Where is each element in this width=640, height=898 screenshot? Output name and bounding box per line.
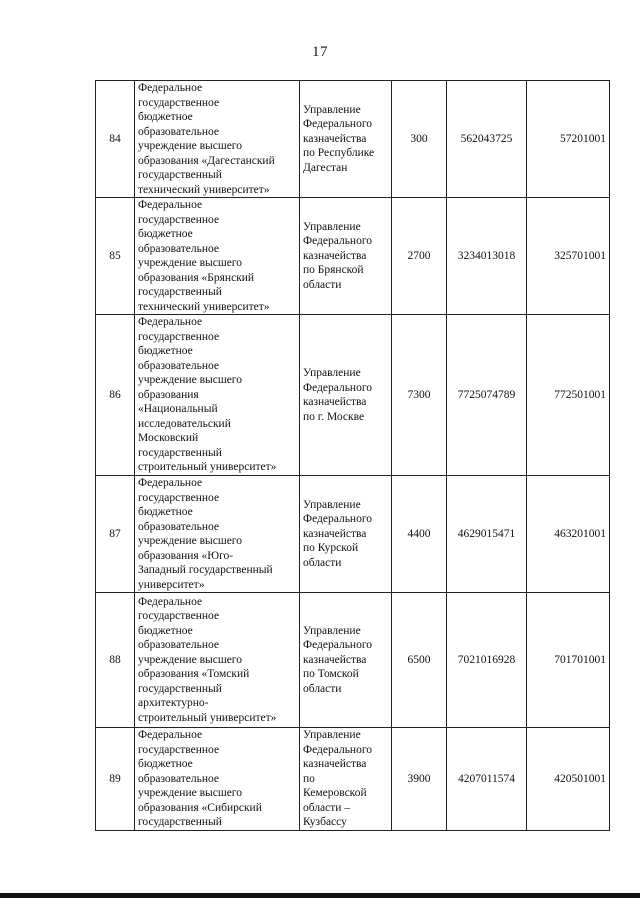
kpp-cell: 772501001 [527,315,610,476]
scan-bottom-edge [0,893,640,898]
amount-cell: 4400 [392,476,447,593]
inn-cell: 4629015471 [447,476,527,593]
institutions-table [95,80,610,831]
page-number: 17 [312,44,328,60]
row-number: 84 [96,81,135,198]
treasury-authority: Управление Федерального казначейства по Брянской области [300,198,392,315]
inn-cell: 3234013018 [447,198,527,315]
treasury-authority: Управление Федерального казначейства по Кемеровской области – Кузбассу [300,728,392,831]
organization-name: Федеральное государственное бюджетное образовательное учреждение высшего образования «Томский государственный архитектурно- строительный университет» [135,593,300,728]
row-number: 89 [96,728,135,831]
kpp-cell: 463201001 [527,476,610,593]
amount-cell: 3900 [392,728,447,831]
table-row [96,315,610,476]
inn-cell: 4207011574 [447,728,527,831]
organization-name: Федеральное государственное бюджетное образовательное учреждение высшего образования «Юго- Западный государственный университет» [135,476,300,593]
table-row [96,81,610,198]
inn-cell: 7725074789 [447,315,527,476]
inn-cell: 562043725 [447,81,527,198]
treasury-authority: Управление Федерального казначейства по Курской области [300,476,392,593]
amount-cell: 2700 [392,198,447,315]
amount-cell: 7300 [392,315,447,476]
row-number: 86 [96,315,135,476]
table-row [96,476,610,593]
treasury-authority: Управление Федерального казначейства по Республике Дагестан [300,81,392,198]
table-row [96,198,610,315]
amount-cell: 300 [392,81,447,198]
treasury-authority: Управление Федерального казначейства по Томской области [300,593,392,728]
kpp-cell: 325701001 [527,198,610,315]
kpp-cell: 701701001 [527,593,610,728]
organization-name: Федеральное государственное бюджетное образовательное учреждение высшего образования «Национальный исследовательский Московский государственный строительный университет» [135,315,300,476]
organization-name: Федеральное государственное бюджетное образовательное учреждение высшего образования «Дагестанский государственный технический университет» [135,81,300,198]
treasury-authority: Управление Федерального казначейства по г. Москве [300,315,392,476]
organization-name: Федеральное государственное бюджетное образовательное учреждение высшего образования «Брянский государственный технический университет» [135,198,300,315]
kpp-cell: 57201001 [527,81,610,198]
amount-cell: 6500 [392,593,447,728]
row-number: 85 [96,198,135,315]
table-row [96,593,610,728]
row-number: 87 [96,476,135,593]
kpp-cell: 420501001 [527,728,610,831]
inn-cell: 7021016928 [447,593,527,728]
row-number: 88 [96,593,135,728]
table-row [96,728,610,831]
organization-name: Федеральное государственное бюджетное образовательное учреждение высшего образования «Сибирский государственный [135,728,300,831]
